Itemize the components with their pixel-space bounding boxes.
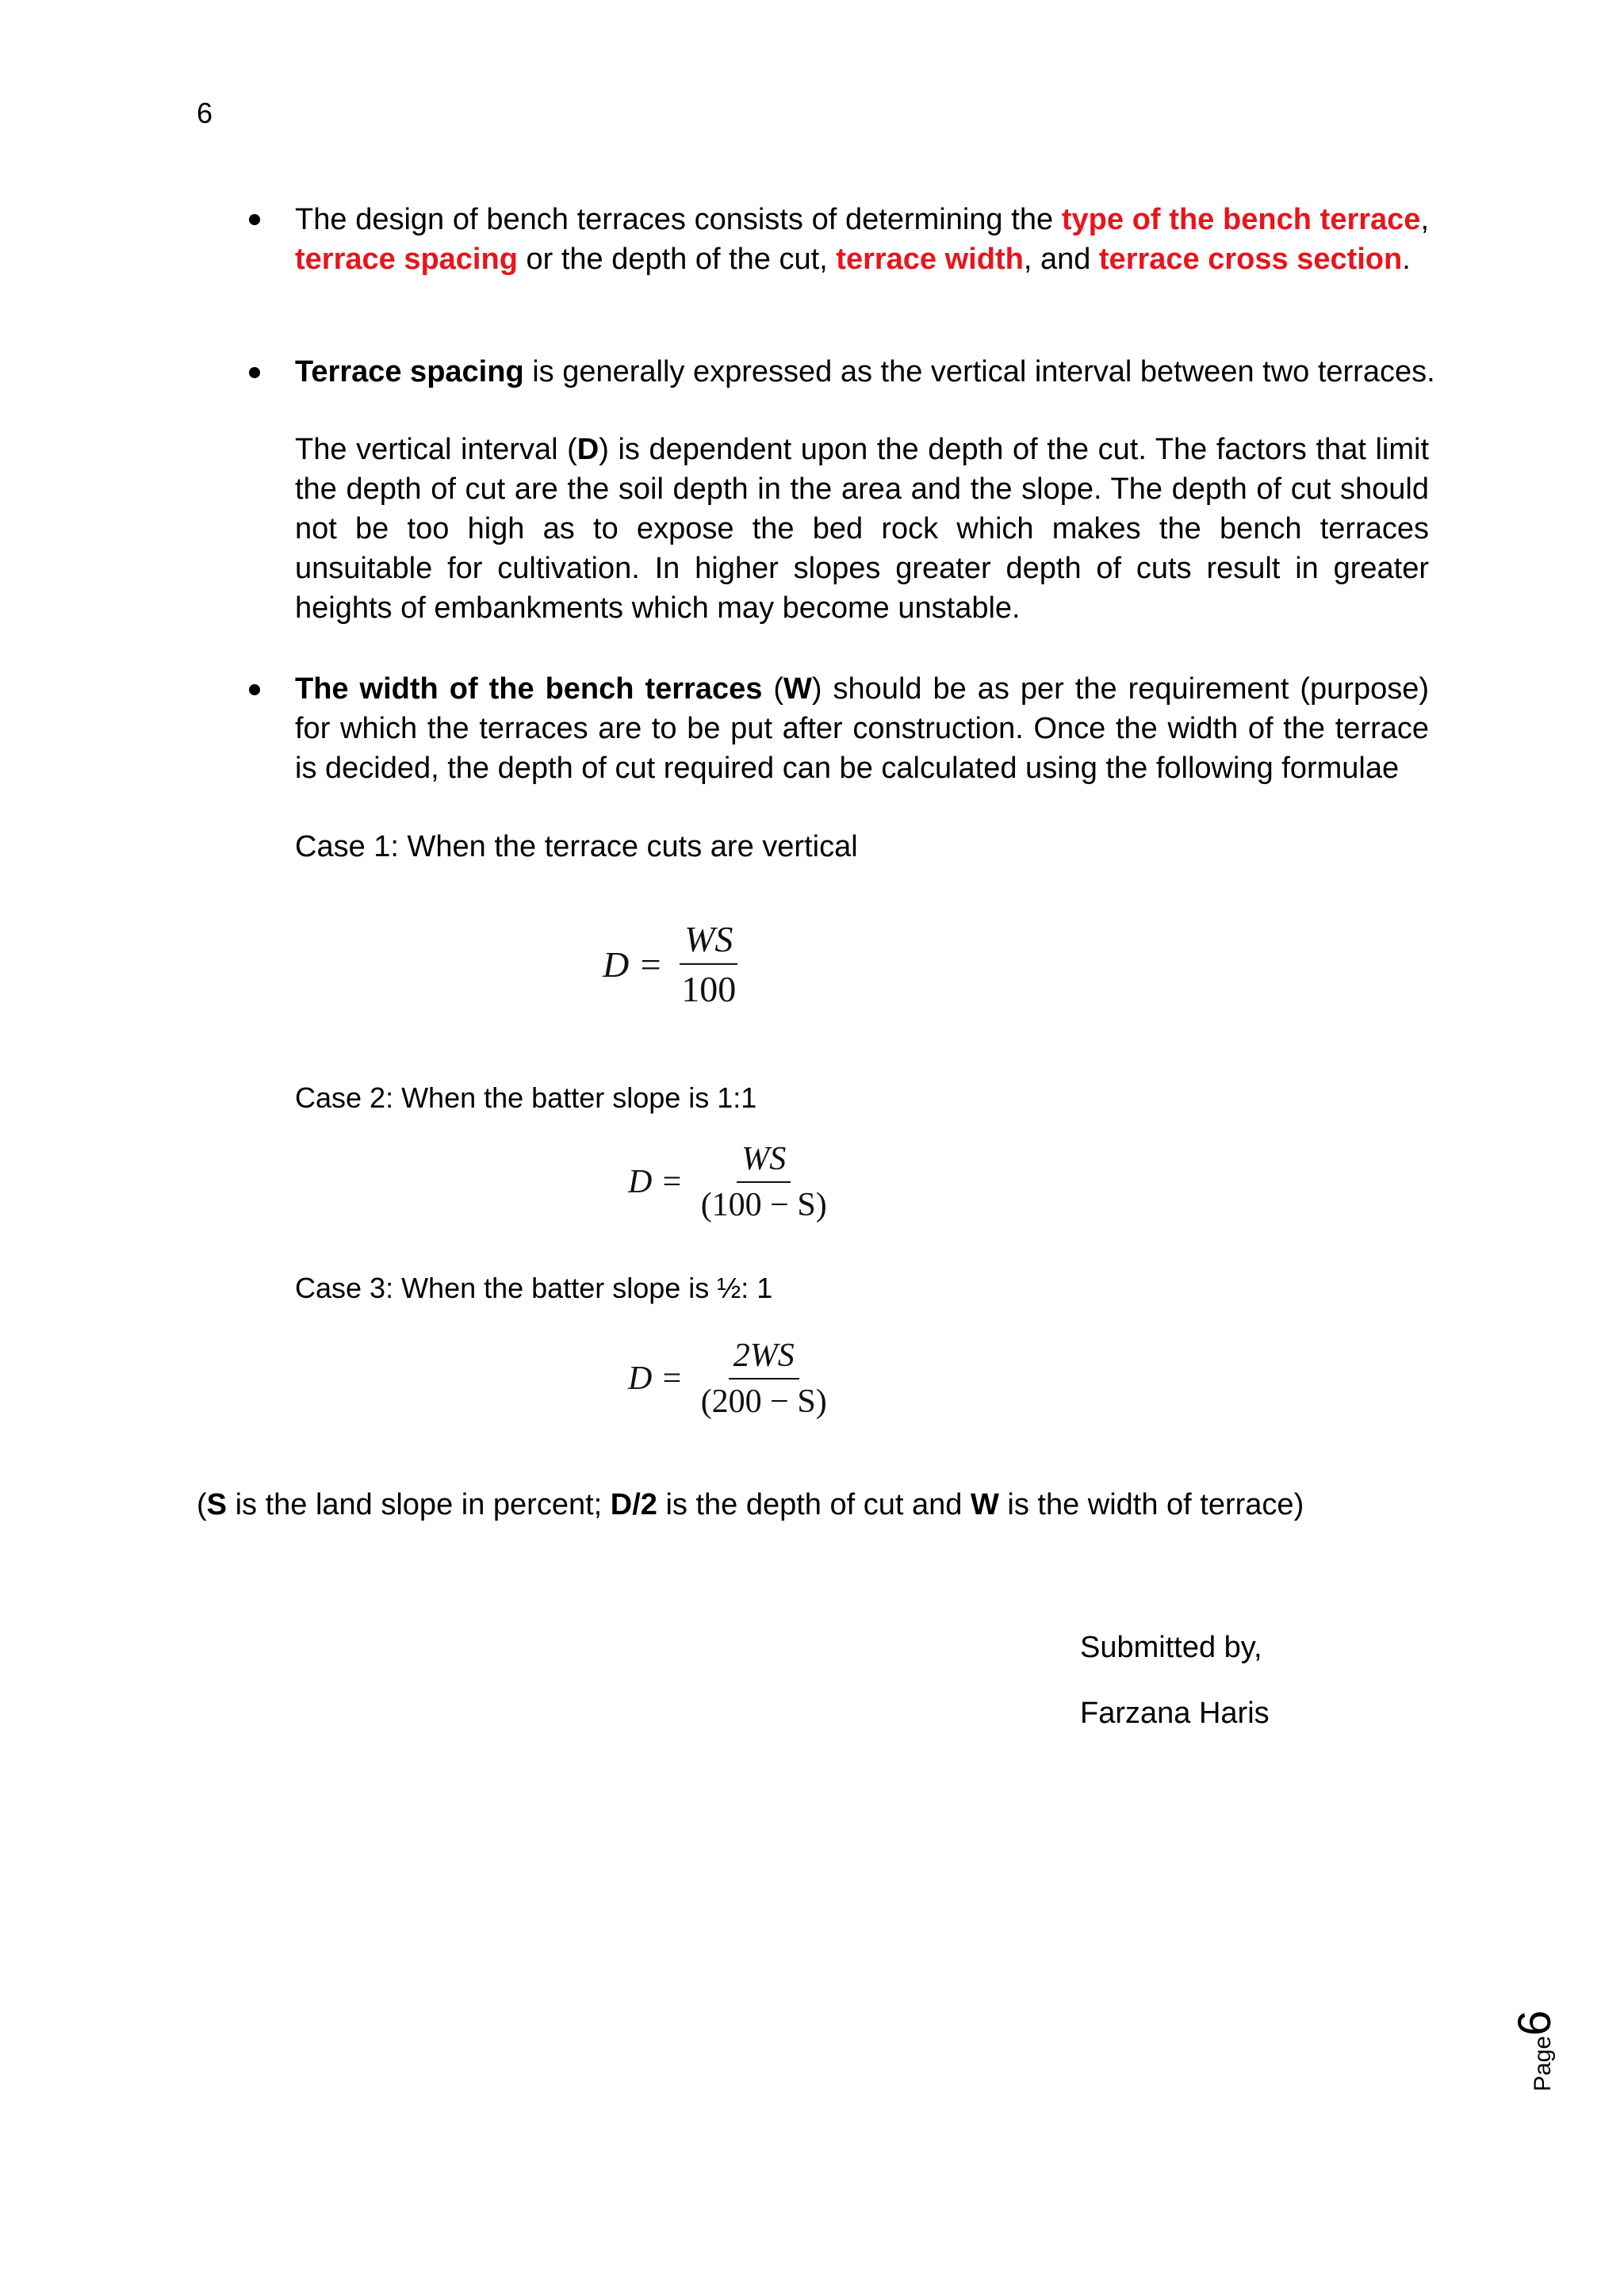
term-terrace-spacing-bold: Terrace spacing [295,355,524,388]
case-3-label: Case 3: When the batter slope is ½: 1 [295,1272,773,1304]
bullet-dot [249,367,260,378]
formula-denominator: 100 [681,969,737,1009]
bullet-design-text: The design of bench terraces consists of determining the type of the bench terrace, terrace spacing or the depth of the cut, terrace width, and terrace cross section. [295,203,1429,276]
formula-case-3: D = $\frac{2WS}{(200 - S)}$ [628,1337,832,1421]
formula-numerator: WS [680,918,737,965]
term-terrace-spacing: terrace spacing [295,243,518,276]
footer-page-label [1507,1982,1578,2109]
case-1-label: Case 1: When the terrace cuts are vertical [295,830,858,863]
formula-numerator: 2WS [729,1337,799,1380]
formula-case-1: D = $\frac{WS}{100}$ [603,918,741,1010]
term-type-of-bench-terrace: type of the bench terrace [1061,203,1421,236]
bullet-dot [249,684,260,695]
author-name: Farzana Haris [1080,1697,1270,1730]
formula-case-2: D = $\frac{WS}{(100 - S)}$ [628,1140,832,1224]
case-2-label: Case 2: When the batter slope is 1:1 [295,1081,757,1114]
formula-denominator: (100 − S) [700,1187,827,1223]
vertical-interval-paragraph: The vertical interval (D) is dependent upon the depth of the cut. The factors that limit the depth of cut are the soil depth in the area and the slope. The depth of cut should not be too high as to expose the bed rock which makes the bench terraces unsuitable for cultivation. In higher slopes greater depth of cuts result in greater heights of embankments which may become unstable. [295,433,1430,625]
formula-numerator: WS [737,1140,791,1183]
variables-note: (S is the land slope in percent; D/2 is the depth of cut and W is the width of terrace) [197,1488,1304,1521]
footer-page-number: 6 [1509,2010,1561,2036]
bullet-width-text: The width of the bench terraces (W) should be as per the requirement (purpose) for which the terraces are to be put after construction. Once the width of the terrace is decided, the depth of cut required can be calculated using the following formulae [295,672,1429,785]
bullet-dot [249,214,260,225]
formula-denominator: (200 − S) [700,1383,827,1420]
footer-page-word: Page [1530,2035,1556,2091]
term-terrace-cross-section: terrace cross section [1098,243,1403,276]
page-number-top: 6 [197,97,213,129]
term-terrace-width: terrace width [836,243,1024,276]
bullet-spacing-text: Terrace spacing is generally expressed as the vertical interval between two terraces. [295,355,1435,388]
submitted-by: Submitted by, [1080,1631,1262,1664]
